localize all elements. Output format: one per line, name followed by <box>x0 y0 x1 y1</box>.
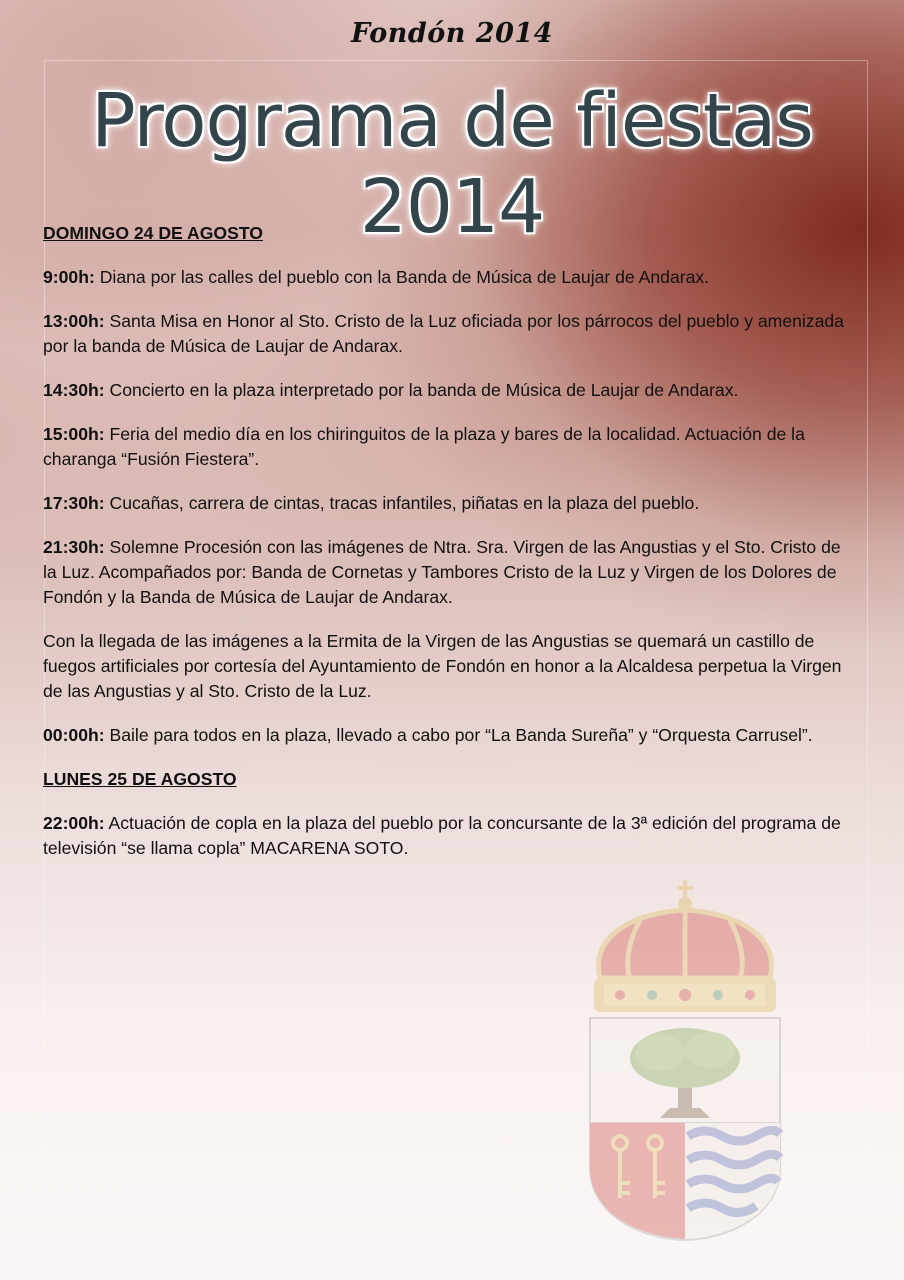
program-entry <box>43 723 858 748</box>
entry-text: Cucañas, carrera de cintas, tracas infantiles, piñatas en la plaza del pueblo. <box>104 493 700 513</box>
entry-time: 15:00h: <box>43 424 105 444</box>
entry-text: Solemne Procesión con las imágenes de Ntra. Sra. Virgen de las Angustias y el Sto. Cristo de la Luz. Acompañados por: Banda de Cornetas y Tambores Cristo de la Luz y Virgen de los Dolores de Fondón y la Banda de Música de Laujar de Andarax. <box>43 537 841 607</box>
program-content <box>43 221 858 880</box>
day-heading-sunday: DOMINGO 24 DE AGOSTO <box>43 223 263 243</box>
coat-of-arms-icon <box>580 878 790 1248</box>
entry-time: 9:00h: <box>43 267 95 287</box>
program-entry <box>43 535 858 610</box>
day-heading-monday: LUNES 25 DE AGOSTO <box>43 769 237 789</box>
entry-time: 13:00h: <box>43 311 105 331</box>
entry-text: Concierto en la plaza interpretado por la banda de Música de Laujar de Andarax. <box>104 380 739 400</box>
program-entry <box>43 491 858 516</box>
program-entry <box>43 265 858 290</box>
shield-icon <box>590 1018 780 1240</box>
program-entry <box>43 629 858 704</box>
entry-time: 21:30h: <box>43 537 105 557</box>
program-entry <box>43 309 858 359</box>
entry-time: 22:00h: <box>43 813 105 833</box>
entry-text: Feria del medio día en los chiringuitos de la plaza y bares de la localidad. Actuación de la charanga “Fusión Fiestera”. <box>43 424 805 469</box>
program-entry <box>43 422 858 472</box>
entry-text: Actuación de copla en la plaza del pueblo por la concursante de la 3ª edición del programa de televisión “se llama copla” MACARENA SOTO. <box>43 813 841 858</box>
entry-text: Santa Misa en Honor al Sto. Cristo de la Luz oficiada por los párrocos del pueblo y amenizada por la banda de Música de Laujar de Andarax. <box>43 311 844 356</box>
entry-text: Diana por las calles del pueblo con la Banda de Música de Laujar de Andarax. <box>94 267 710 287</box>
program-entry <box>43 811 858 861</box>
entry-text: Baile para todos en la plaza, llevado a cabo por “La Banda Sureña” y “Orquesta Carrusel”. <box>104 725 813 745</box>
entry-time: 00:00h: <box>43 725 105 745</box>
event-subtitle: Fondón 2014 <box>351 18 553 49</box>
crown-icon <box>594 880 776 1012</box>
program-entry <box>43 378 858 403</box>
entry-text: Con la llegada de las imágenes a la Ermita de la Virgen de las Angustias se quemará un castillo de fuegos artificiales por cortesía del Ayuntamiento de Fondón en honor a la Alcaldesa perpetua la Virgen de las Angustias y al Sto. Cristo de la Luz. <box>43 631 842 701</box>
entry-time: 17:30h: <box>43 493 105 513</box>
entry-time: 14:30h: <box>43 380 105 400</box>
page-title: Programa de fiestas 2014 <box>91 78 813 250</box>
